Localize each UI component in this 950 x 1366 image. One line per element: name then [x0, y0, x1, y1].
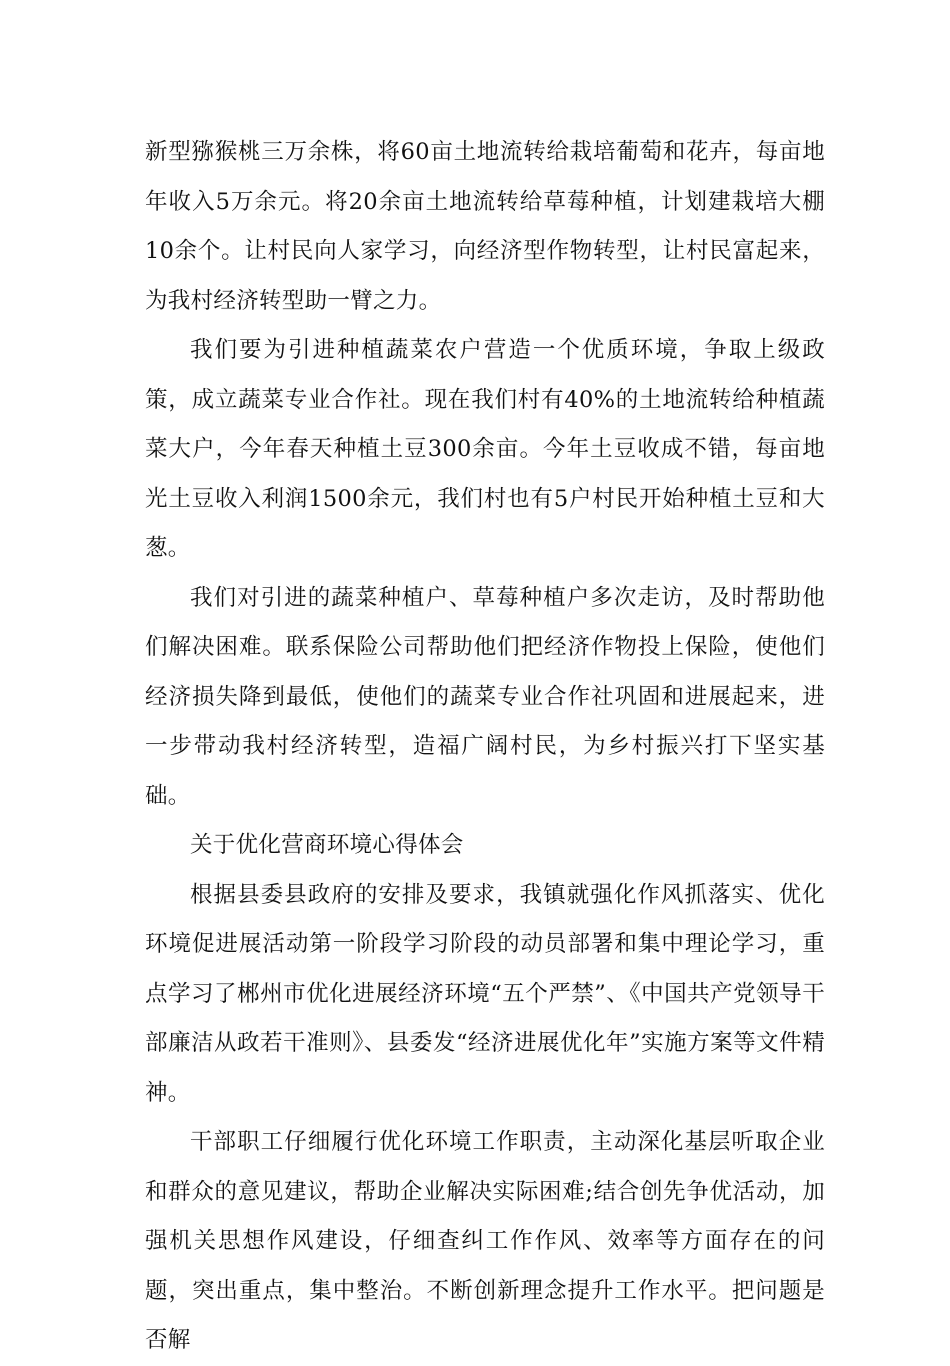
paragraph-study-arrangement: 根据县委县政府的安排及要求，我镇就强化作风抓落实、优化环境促进展活动第一阶段学习阶段的动员部署和集中理论学习，重点学习了郴州市优化进展经济环境“五个严禁”、《中国共产党领导干部廉洁从政若干准则》、县委发“经济进展优化年”实施方案等文件精神。: [145, 881, 825, 1106]
paragraph-vegetable-cooperative: 我们要为引进种植蔬菜农户营造一个优质环境，争取上级政策，成立蔬菜专业合作社。现在我们村有40%的土地流转给种植蔬菜大户，今年春天种植土豆300余亩。今年土豆收成不错，每亩地光土豆收入利润1500余元，我们村也有5户村民开始种植土豆和大葱。: [145, 337, 825, 561]
paragraph-continuation: 新型猕猴桃三万余株，将60亩土地流转给栽培葡萄和花卉，每亩地年收入5万余元。将20余亩土地流转给草莓种植，计划建栽培大棚10余个。让村民向人家学习，向经济型作物转型，让村民富起来，为我村经济转型助一臂之力。: [145, 139, 825, 314]
paragraph-visits-and-insurance: 我们对引进的蔬菜种植户、草莓种植户多次走访，及时帮助他们解决困难。联系保险公司帮助他们把经济作物投上保险，使他们经济损失降到最低，使他们的蔬菜专业合作社巩固和进展起来，进一步带动我村经济转型，造福广阔村民，为乡村振兴打下坚实基础。: [145, 584, 825, 809]
document-body: [145, 128, 825, 1366]
section-heading: 关于优化营商环境心得体会: [190, 832, 464, 858]
paragraph-cadre-duties: 干部职工仔细履行优化环境工作职责，主动深化基层听取企业和群众的意见建议，帮助企业解决实际困难;结合创先争优活动，加强机关思想作风建设，仔细查纠工作作风、效率等方面存在的问题，突出重点，集中整治。不断创新理念提升工作水平。把问题是否解: [145, 1129, 825, 1353]
